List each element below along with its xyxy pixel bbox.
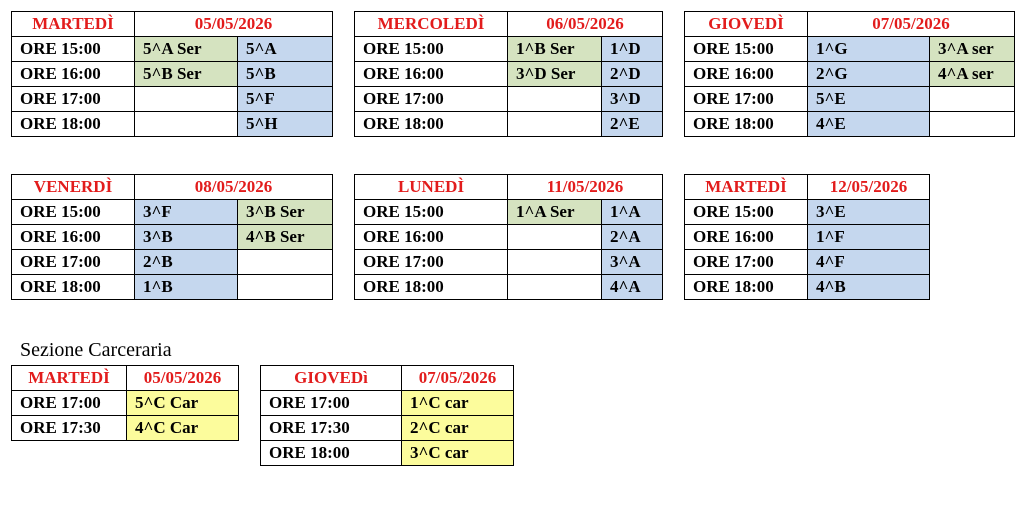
- date-header: 07/05/2026: [402, 366, 514, 391]
- class-cell: 5^B Ser: [135, 62, 238, 87]
- time-cell: ORE 15:00: [12, 37, 135, 62]
- schedule-table-mercoledi-06: [354, 11, 663, 137]
- class-cell: 1^D: [602, 37, 663, 62]
- empty-cell: [930, 87, 1015, 112]
- class-cell: 4^A ser: [930, 62, 1015, 87]
- empty-cell: [508, 87, 602, 112]
- prison-table-giovedi: [260, 365, 514, 466]
- date-header: 05/05/2026: [135, 12, 333, 37]
- time-cell: ORE 15:00: [355, 200, 508, 225]
- empty-cell: [508, 275, 602, 300]
- class-cell: 5^B: [238, 62, 333, 87]
- class-cell: 3^F: [135, 200, 238, 225]
- time-cell: ORE 16:00: [685, 62, 808, 87]
- day-header: MARTEDÌ: [12, 366, 127, 391]
- time-cell: ORE 15:00: [685, 200, 808, 225]
- class-cell: 3^C car: [402, 441, 514, 466]
- date-header: 08/05/2026: [135, 175, 333, 200]
- empty-cell: [135, 87, 238, 112]
- class-cell: 2^D: [602, 62, 663, 87]
- date-header: 11/05/2026: [508, 175, 663, 200]
- class-cell: 1^A: [602, 200, 663, 225]
- class-cell: 4^F: [808, 250, 930, 275]
- empty-cell: [238, 275, 333, 300]
- time-cell: ORE 16:00: [12, 225, 135, 250]
- class-cell: 5^E: [808, 87, 930, 112]
- class-cell: 4^C Car: [127, 416, 239, 441]
- class-cell: 4^A: [602, 275, 663, 300]
- date-header: 06/05/2026: [508, 12, 663, 37]
- empty-cell: [508, 112, 602, 137]
- empty-cell: [238, 250, 333, 275]
- day-header: LUNEDÌ: [355, 175, 508, 200]
- class-cell: 3^B Ser: [238, 200, 333, 225]
- schedule-table-lunedi-11: [354, 174, 663, 300]
- time-cell: ORE 17:00: [12, 87, 135, 112]
- time-cell: ORE 16:00: [355, 62, 508, 87]
- time-cell: ORE 17:00: [685, 87, 808, 112]
- empty-cell: [135, 112, 238, 137]
- section-title: Sezione Carceraria: [20, 339, 172, 361]
- class-cell: 5^F: [238, 87, 333, 112]
- time-cell: ORE 17:00: [355, 250, 508, 275]
- time-cell: ORE 17:00: [12, 250, 135, 275]
- day-header: MARTEDÌ: [685, 175, 808, 200]
- time-cell: ORE 18:00: [261, 441, 402, 466]
- day-header: VENERDÌ: [12, 175, 135, 200]
- class-cell: 5^A Ser: [135, 37, 238, 62]
- empty-cell: [508, 250, 602, 275]
- class-cell: 3^B: [135, 225, 238, 250]
- class-cell: 1^F: [808, 225, 930, 250]
- time-cell: ORE 18:00: [685, 275, 808, 300]
- class-cell: 4^B: [808, 275, 930, 300]
- class-cell: 5^A: [238, 37, 333, 62]
- time-cell: ORE 17:00: [12, 391, 127, 416]
- schedule-table-martedi-12: [684, 174, 930, 300]
- day-header: MERCOLEDÌ: [355, 12, 508, 37]
- class-cell: 4^B Ser: [238, 225, 333, 250]
- day-header: GIOVEDÌ: [685, 12, 808, 37]
- class-cell: 2^E: [602, 112, 663, 137]
- class-cell: 2^A: [602, 225, 663, 250]
- class-cell: 2^B: [135, 250, 238, 275]
- time-cell: ORE 17:00: [355, 87, 508, 112]
- class-cell: 3^D Ser: [508, 62, 602, 87]
- day-header: GIOVEDì: [261, 366, 402, 391]
- time-cell: ORE 17:00: [685, 250, 808, 275]
- date-header: 07/05/2026: [808, 12, 1015, 37]
- empty-cell: [508, 225, 602, 250]
- time-cell: ORE 16:00: [685, 225, 808, 250]
- class-cell: 1^B Ser: [508, 37, 602, 62]
- empty-cell: [930, 112, 1015, 137]
- time-cell: ORE 16:00: [12, 62, 135, 87]
- schedule-table-martedi-05: [11, 11, 333, 137]
- time-cell: ORE 15:00: [355, 37, 508, 62]
- class-cell: 3^D: [602, 87, 663, 112]
- class-cell: 1^G: [808, 37, 930, 62]
- class-cell: 3^E: [808, 200, 930, 225]
- class-cell: 2^C car: [402, 416, 514, 441]
- time-cell: ORE 18:00: [685, 112, 808, 137]
- time-cell: ORE 17:30: [261, 416, 402, 441]
- date-header: 05/05/2026: [127, 366, 239, 391]
- time-cell: ORE 15:00: [12, 200, 135, 225]
- schedule-table-giovedi-07: [684, 11, 1015, 137]
- date-header: 12/05/2026: [808, 175, 930, 200]
- class-cell: 5^H: [238, 112, 333, 137]
- class-cell: 5^C Car: [127, 391, 239, 416]
- time-cell: ORE 18:00: [12, 112, 135, 137]
- class-cell: 3^A ser: [930, 37, 1015, 62]
- class-cell: 2^G: [808, 62, 930, 87]
- class-cell: 4^E: [808, 112, 930, 137]
- time-cell: ORE 17:30: [12, 416, 127, 441]
- class-cell: 1^C car: [402, 391, 514, 416]
- time-cell: ORE 18:00: [355, 112, 508, 137]
- day-header: MARTEDÌ: [12, 12, 135, 37]
- time-cell: ORE 16:00: [355, 225, 508, 250]
- time-cell: ORE 15:00: [685, 37, 808, 62]
- class-cell: 1^B: [135, 275, 238, 300]
- time-cell: ORE 18:00: [355, 275, 508, 300]
- time-cell: ORE 18:00: [12, 275, 135, 300]
- prison-table-martedi: [11, 365, 239, 441]
- time-cell: ORE 17:00: [261, 391, 402, 416]
- class-cell: 1^A Ser: [508, 200, 602, 225]
- schedule-table-venerdi-08: [11, 174, 333, 300]
- class-cell: 3^A: [602, 250, 663, 275]
